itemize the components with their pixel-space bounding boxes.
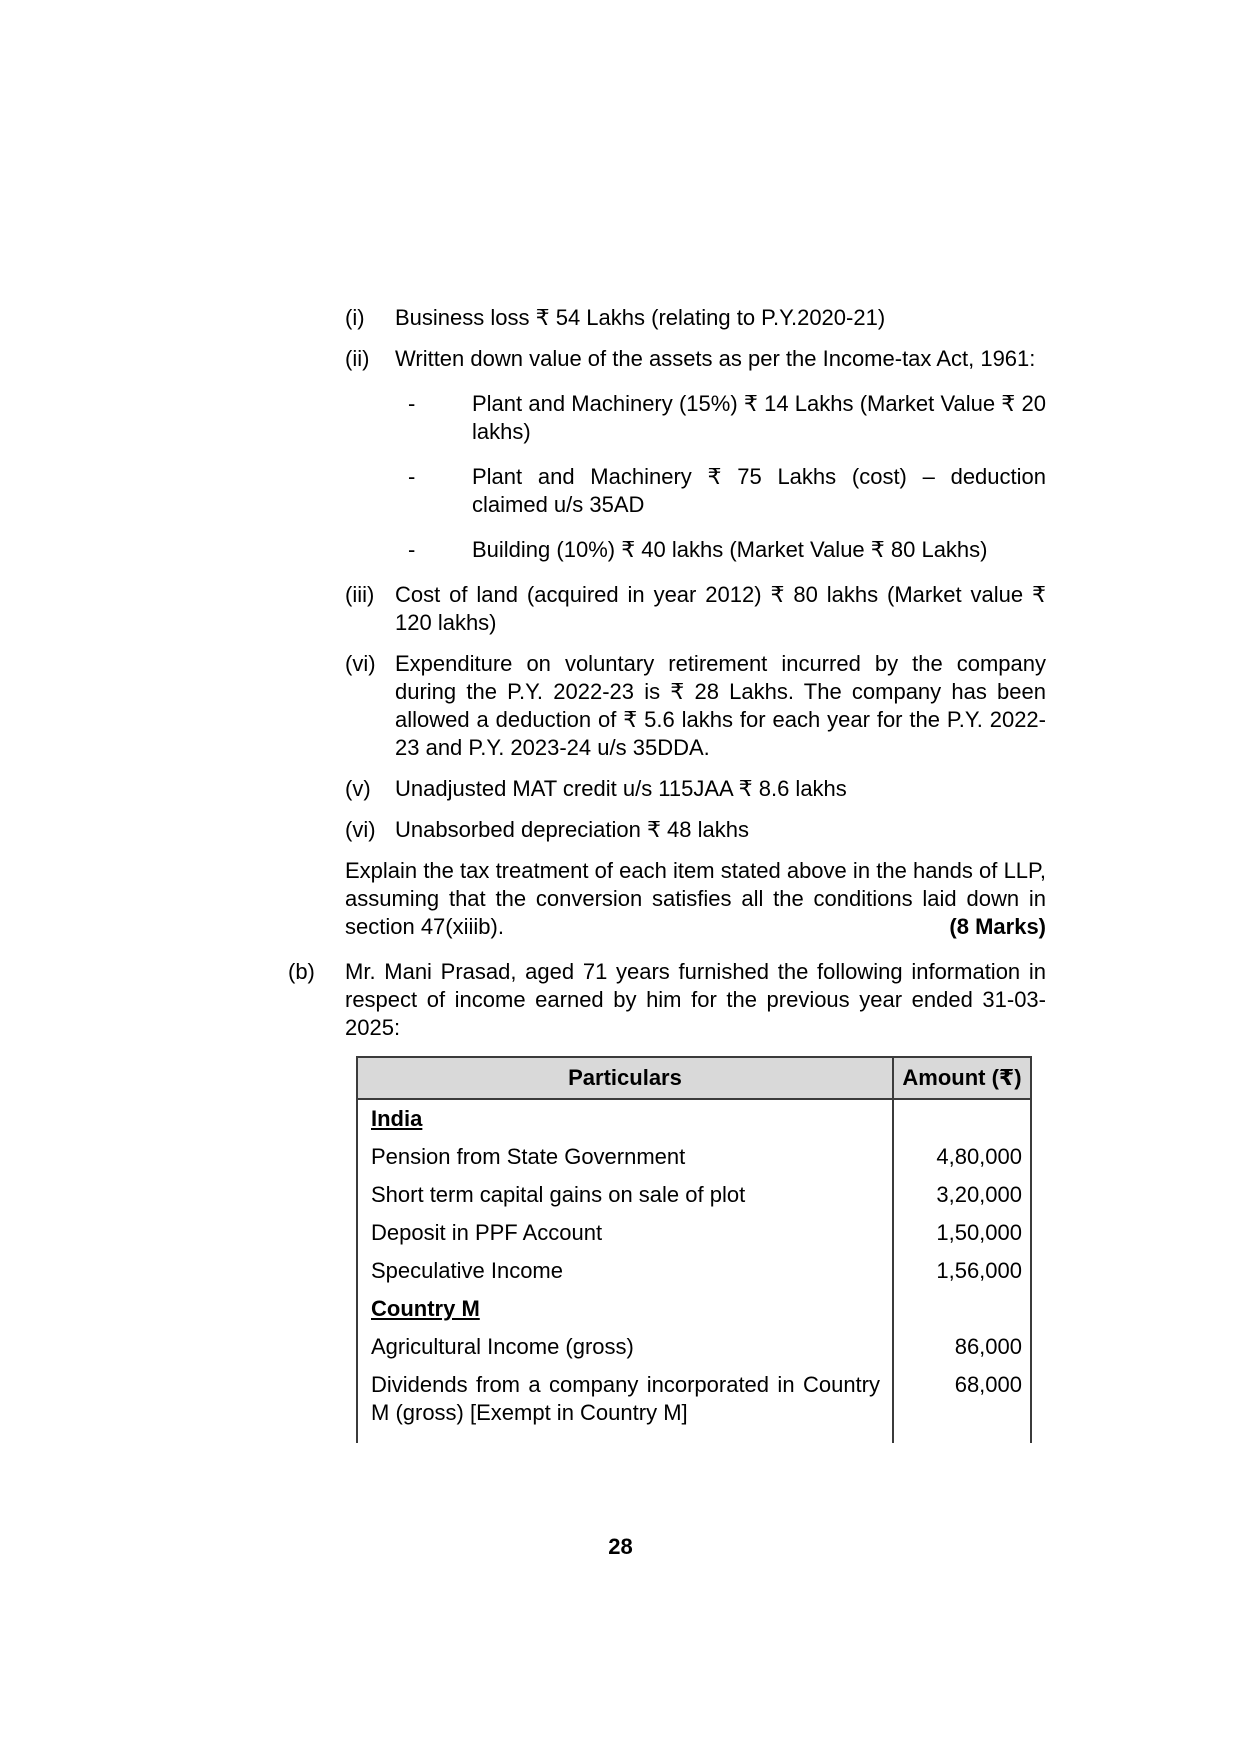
table-row-agricultural	[357, 1328, 1031, 1366]
table-header-particulars: Particulars	[357, 1057, 893, 1099]
item-text: Business loss ₹ 54 Lakhs (relating to P.Y.2020-21)	[395, 305, 886, 330]
table-row-ppf	[357, 1214, 1031, 1252]
question-item-vi-unabsorbed	[345, 816, 1046, 844]
closing-text: Explain the tax treatment of each item stated above in the hands of LLP, assuming that the conversion satisfies all the conditions laid down in section 47(xiiib).	[345, 858, 1046, 939]
amount-cell: 1,50,000	[936, 1220, 1022, 1245]
item-text	[395, 345, 1046, 564]
part-b-label: (b)	[288, 959, 315, 984]
dash-bullet: -	[408, 391, 416, 416]
amount-cell: 1,56,000	[936, 1258, 1022, 1283]
question-item-iii	[345, 581, 1046, 637]
table-row-speculative	[357, 1252, 1031, 1290]
closing-paragraph	[345, 857, 1046, 941]
sub-item-plant-machinery-75	[408, 463, 1046, 519]
item-label: (v)	[345, 776, 371, 801]
particulars-cell: Speculative Income	[357, 1252, 893, 1290]
table-header-row	[357, 1057, 1031, 1099]
item-label: (vi)	[345, 651, 376, 676]
part-b-paragraph	[288, 958, 1046, 1042]
sub-item-text: Plant and Machinery ₹ 75 Lakhs (cost) – deduction claimed u/s 35AD	[472, 464, 1046, 517]
part-b-text: Mr. Mani Prasad, aged 71 years furnished the following information in respect of income earned by him for the previous year ended 31-03-2025:	[345, 959, 1046, 1040]
table-row-stcg	[357, 1176, 1031, 1214]
particulars-cell: Short term capital gains on sale of plot	[357, 1176, 893, 1214]
table-row-pension	[357, 1138, 1031, 1176]
amount-cell: 4,80,000	[936, 1144, 1022, 1169]
page-number: 28	[608, 1534, 633, 1559]
amount-cell: 86,000	[954, 1334, 1022, 1359]
dash-bullet: -	[408, 464, 416, 489]
item-text-line: Written down value of the assets as per the Income-tax Act, 1961:	[395, 346, 1036, 371]
sub-item-text: Plant and Machinery (15%) ₹ 14 Lakhs (Market Value ₹ 20 lakhs)	[472, 391, 1046, 444]
sub-item-text: Building (10%) ₹ 40 lakhs (Market Value ₹ 80 Lakhs)	[472, 537, 988, 562]
table-row-india	[357, 1099, 1031, 1138]
section-heading: India	[371, 1106, 423, 1131]
question-item-vi-expenditure	[345, 650, 1046, 762]
sub-item-plant-machinery-15	[408, 390, 1046, 446]
section-heading: Country M	[371, 1296, 480, 1321]
particulars-cell	[357, 1290, 893, 1328]
item-text: Expenditure on voluntary retirement incurred by the company during the P.Y. 2022-23 is ₹ 28 Lakhs. The company has been allowed a deduction of ₹ 5.6 lakhs for each year for the P.Y. 2022-23 and P.Y. 2023-24 u/s 35DDA.	[395, 651, 1046, 760]
question-item-i	[345, 304, 1046, 332]
table-row-dividends	[357, 1366, 1031, 1443]
item-text: Unadjusted MAT credit u/s 115JAA ₹ 8.6 lakhs	[395, 776, 847, 801]
particulars-cell: Dividends from a company incorporated in Country M (gross) [Exempt in Country M]	[357, 1366, 893, 1443]
question-item-v	[345, 775, 1046, 803]
amount-cell: 3,20,000	[936, 1182, 1022, 1207]
item-label: (i)	[345, 305, 365, 330]
sub-item-building	[408, 536, 1046, 564]
item-label: (vi)	[345, 817, 376, 842]
item-label: (iii)	[345, 582, 375, 607]
particulars-cell	[357, 1099, 893, 1138]
question-item-list	[345, 304, 1046, 844]
marks-label: (8 Marks)	[949, 914, 1046, 939]
question-item-ii	[345, 345, 1046, 564]
table-row-country-m	[357, 1290, 1031, 1328]
income-table	[356, 1056, 1032, 1443]
item-label: (ii)	[345, 346, 370, 371]
dash-bullet: -	[408, 537, 416, 562]
particulars-cell: Agricultural Income (gross)	[357, 1328, 893, 1366]
amount-cell	[893, 1099, 1031, 1138]
amount-cell: 68,000	[954, 1372, 1022, 1397]
particulars-cell: Deposit in PPF Account	[357, 1214, 893, 1252]
particulars-cell: Pension from State Government	[357, 1138, 893, 1176]
item-text: Unabsorbed depreciation ₹ 48 lakhs	[395, 817, 749, 842]
table-header-amount: Amount (₹)	[893, 1057, 1031, 1099]
item-text: Cost of land (acquired in year 2012) ₹ 80 lakhs (Market value ₹ 120 lakhs)	[395, 582, 1046, 635]
amount-cell	[893, 1290, 1031, 1328]
